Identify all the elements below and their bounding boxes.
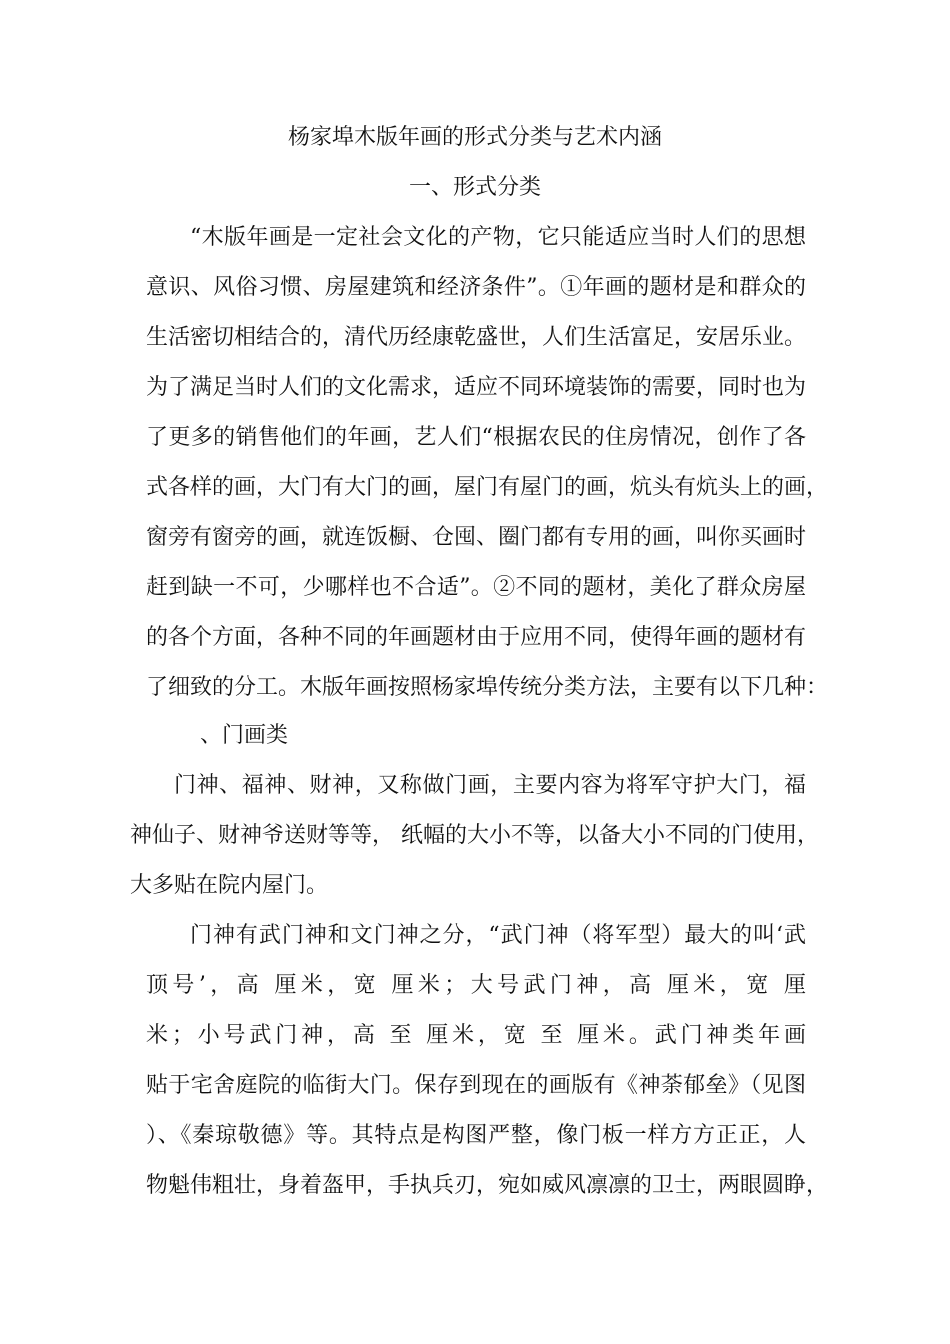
paragraph-line: 意识、风俗习惯、房屋建筑和经济条件”。①年画的题材是和群众的 — [146, 275, 806, 300]
document-title: 杨家埠木版年画的形式分类与艺术内涵 — [287, 125, 662, 150]
paragraph-line: 米；小号武门神，高 至 厘米，宽 至 厘米。武门神类年画 — [146, 1023, 806, 1048]
paragraph-line: “木版年画是一定社会文化的产物，它只能适应当时人们的思想 — [190, 225, 806, 250]
paragraph-line: 了细致的分工。木版年画按照杨家埠传统分类方法，主要有以下几种： — [146, 675, 829, 700]
paragraph-line: 顶号’，高 厘米，宽 厘米；大号武门神，高 厘米，宽 厘 — [146, 973, 806, 998]
paragraph-line: 物魁伟粗壮，身着盔甲，手执兵刃，宛如威风凛凛的卫士，两眼圆睁， — [146, 1173, 829, 1198]
paragraph-line: 窗旁有窗旁的画，就连饭橱、仓囤、圈门都有专用的画，叫你买画时 — [146, 525, 807, 550]
paragraph-line: 贴于宅舍庭院的临街大门。保存到现在的画版有《神荼郁垒》（见图 — [146, 1073, 806, 1098]
paragraph-line: 门神、福神、财神，又称做门画，主要内容为将军守护大门，福 — [174, 773, 806, 798]
paragraph-line: 的各个方面，各种不同的年画题材由于应用不同，使得年画的题材有 — [146, 625, 807, 650]
paragraph-line: 门神有武门神和文门神之分，“武门神（将军型）最大的叫‘武 — [190, 923, 806, 948]
paragraph-line: 大多贴在院内屋门。 — [130, 873, 329, 898]
paragraph-line: 神仙子、财神爷送财等等， 纸幅的大小不等，以备大小不同的门使用， — [130, 823, 819, 848]
paragraph-line: 了更多的销售他们的年画，艺人们“根据农民的住房情况，创作了各 — [146, 425, 806, 450]
paragraph-line: 式各样的画，大门有大门的画，屋门有屋门的画，炕头有炕头上的画， — [146, 475, 829, 500]
paragraph-line: ）、《秦琼敬德》等。其特点是构图严整，像门板一样方方正正，人 — [146, 1123, 806, 1148]
subheading: 、门画类 — [200, 723, 289, 748]
paragraph-line: 为了满足当时人们的文化需求，适应不同环境装饰的需要，同时也为 — [146, 375, 807, 400]
paragraph-line: 生活密切相结合的，清代历经康乾盛世，人们生活富足，安居乐业。 — [146, 325, 807, 350]
section-heading: 一、形式分类 — [408, 175, 541, 200]
paragraph-line: 赶到缺一不可，少哪样也不合适”。②不同的题材，美化了群众房屋 — [146, 575, 806, 600]
